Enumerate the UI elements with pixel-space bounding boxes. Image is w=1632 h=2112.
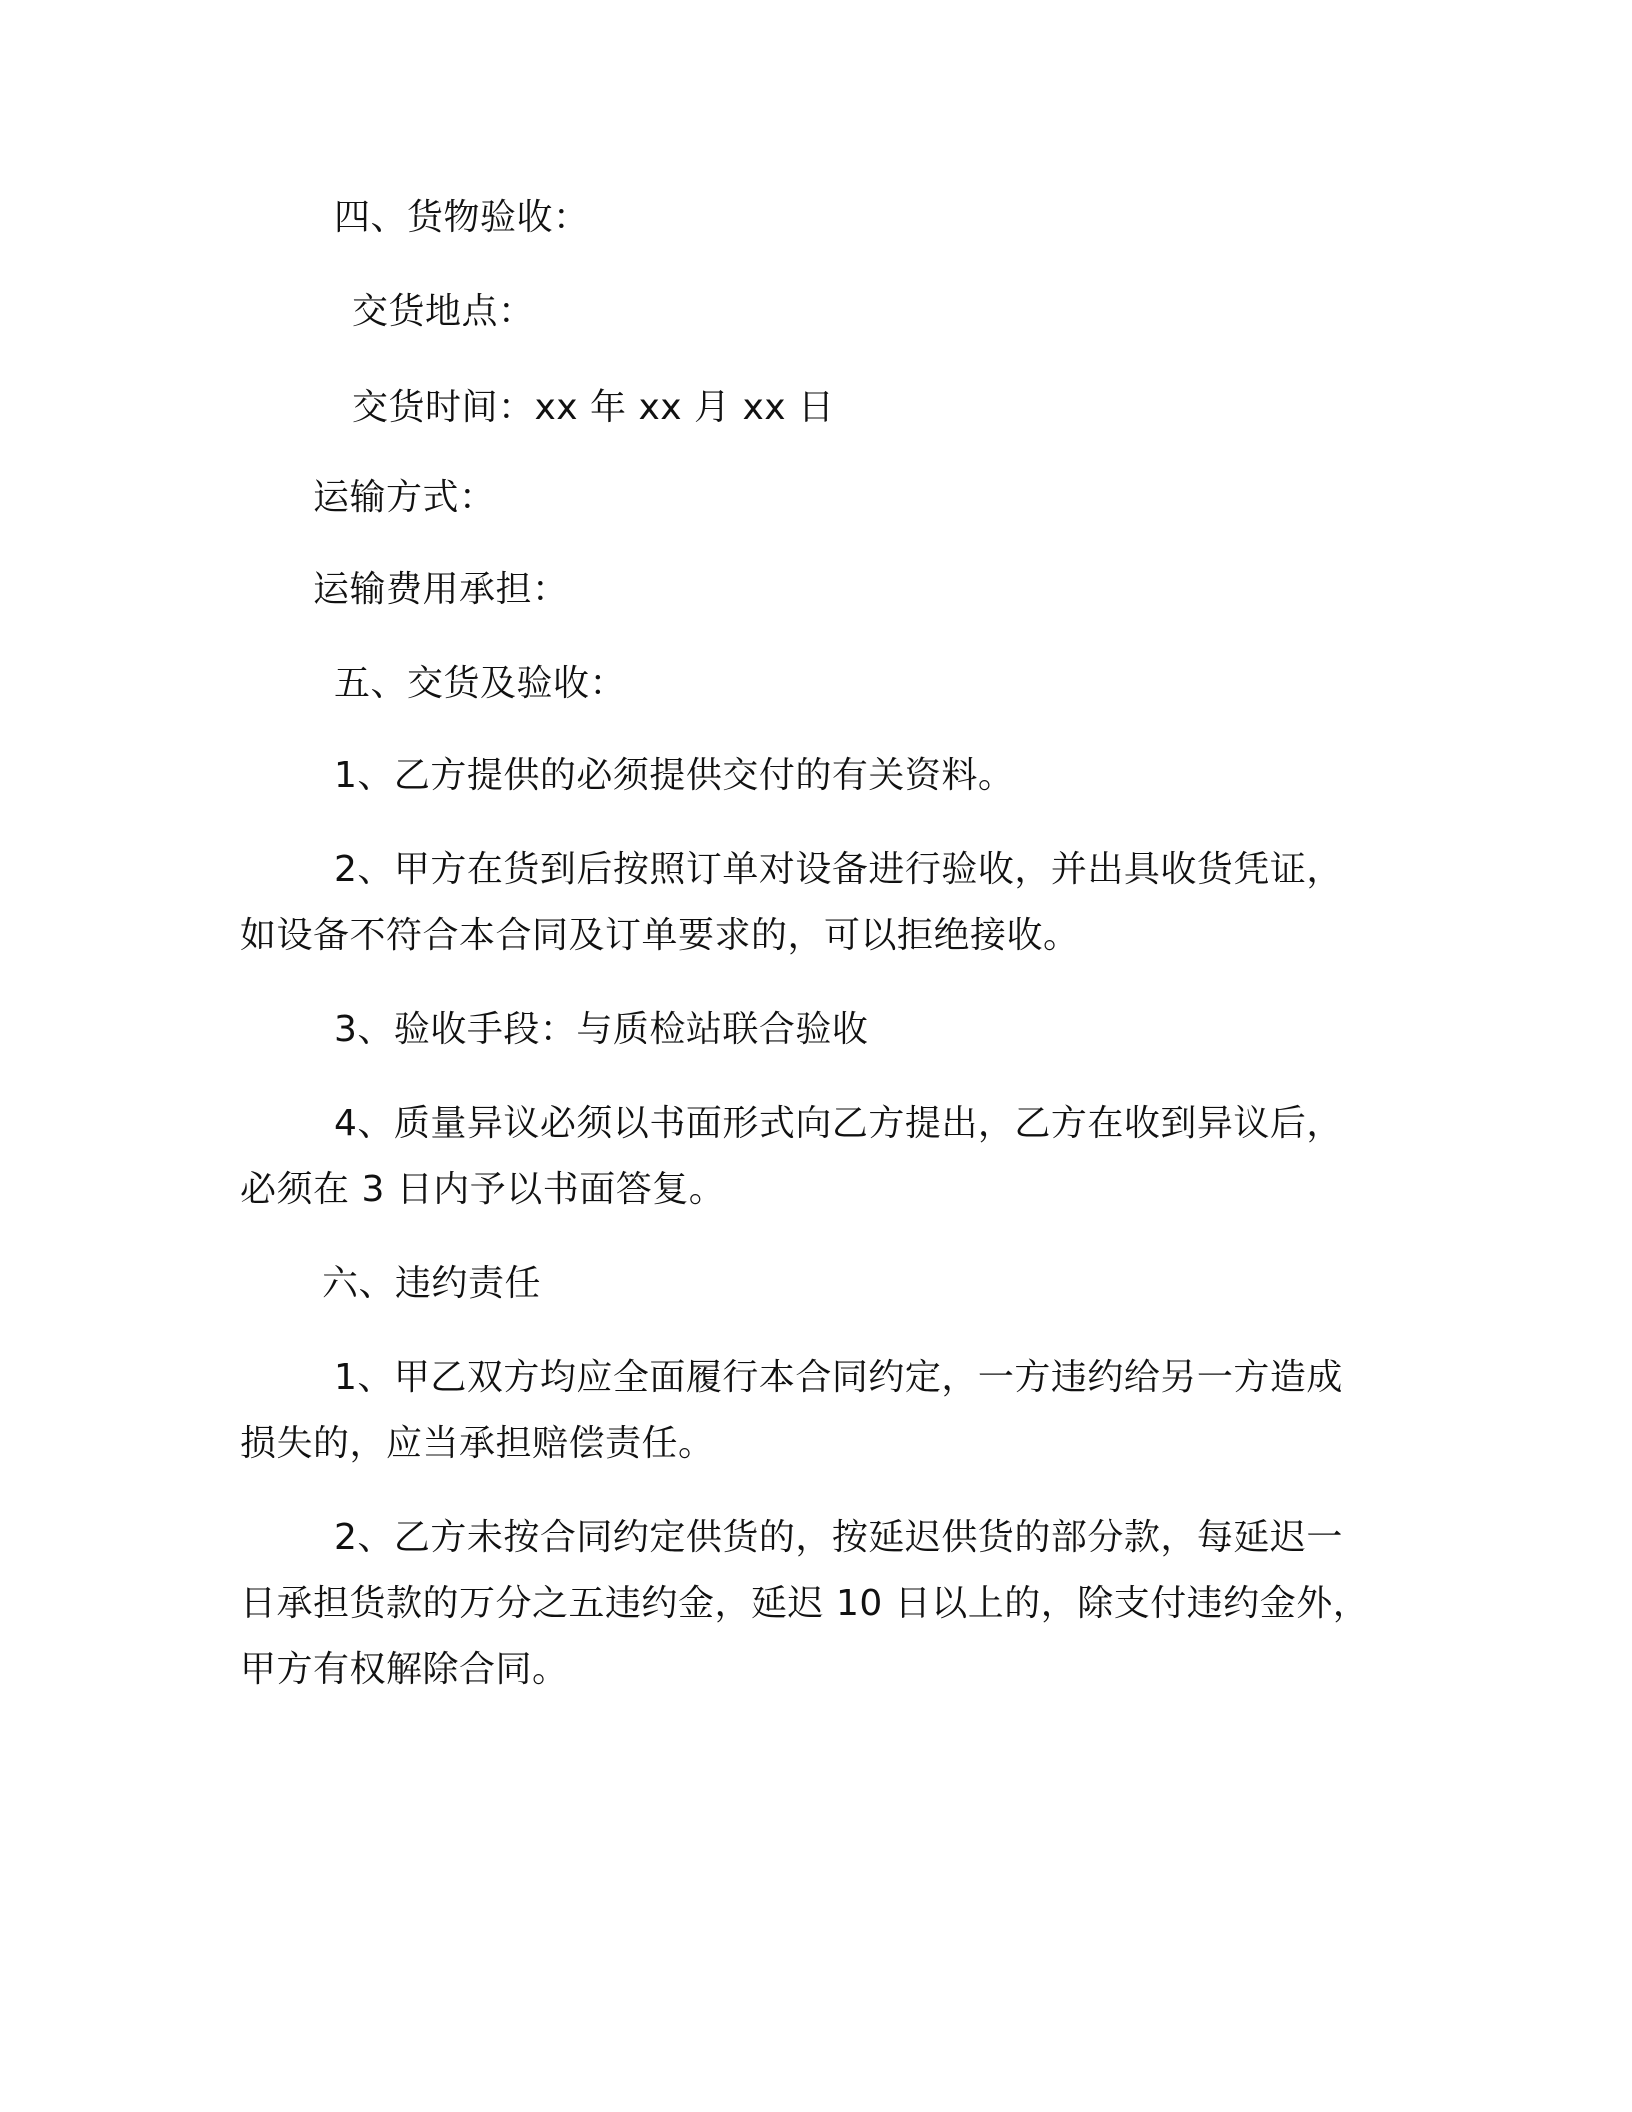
clause-5-3: 3、验收手段：与质检站联合验收 xyxy=(334,1009,869,1050)
delivery-time-line: 交货时间：xx 年 xx 月 xx 日 xyxy=(352,387,835,428)
clause-5-2-line-1: 2、甲方在货到后按照订单对设备进行验收，并出具收货凭证， xyxy=(334,849,1343,890)
clause-5-4-line-1: 4、质量异议必须以书面形式向乙方提出，乙方在收到异议后， xyxy=(334,1103,1343,1144)
clause-6-2-line-3: 甲方有权解除合同。 xyxy=(240,1649,569,1690)
section-heading-liability: 六、违约责任 xyxy=(322,1263,542,1304)
clause-5-2-line-2: 如设备不符合本合同及订单要求的，可以拒绝接收。 xyxy=(240,915,1080,956)
clause-5-4-line-2: 必须在 3 日内予以书面答复。 xyxy=(240,1169,726,1210)
clause-6-1-line-2: 损失的，应当承担赔偿责任。 xyxy=(240,1423,715,1464)
clause-6-2-line-2: 日承担货款的万分之五违约金，延迟 10 日以上的，除支付违约金外， xyxy=(240,1583,1370,1624)
delivery-location-label: 交货地点： xyxy=(352,291,535,332)
section-heading-goods-acceptance: 四、货物验收： xyxy=(334,197,590,238)
clause-5-1: 1、乙方提供的必须提供交付的有关资料。 xyxy=(334,755,1015,796)
clause-6-2-line-1: 2、乙方未按合同约定供货的，按延迟供货的部分款，每延迟一 xyxy=(334,1517,1343,1558)
transport-cost-label: 运输费用承担： xyxy=(313,569,569,610)
clause-6-1-line-1: 1、甲乙双方均应全面履行本合同约定，一方违约给另一方造成 xyxy=(334,1357,1343,1398)
section-heading-delivery-acceptance: 五、交货及验收： xyxy=(334,663,627,704)
transport-method-label: 运输方式： xyxy=(313,477,496,518)
